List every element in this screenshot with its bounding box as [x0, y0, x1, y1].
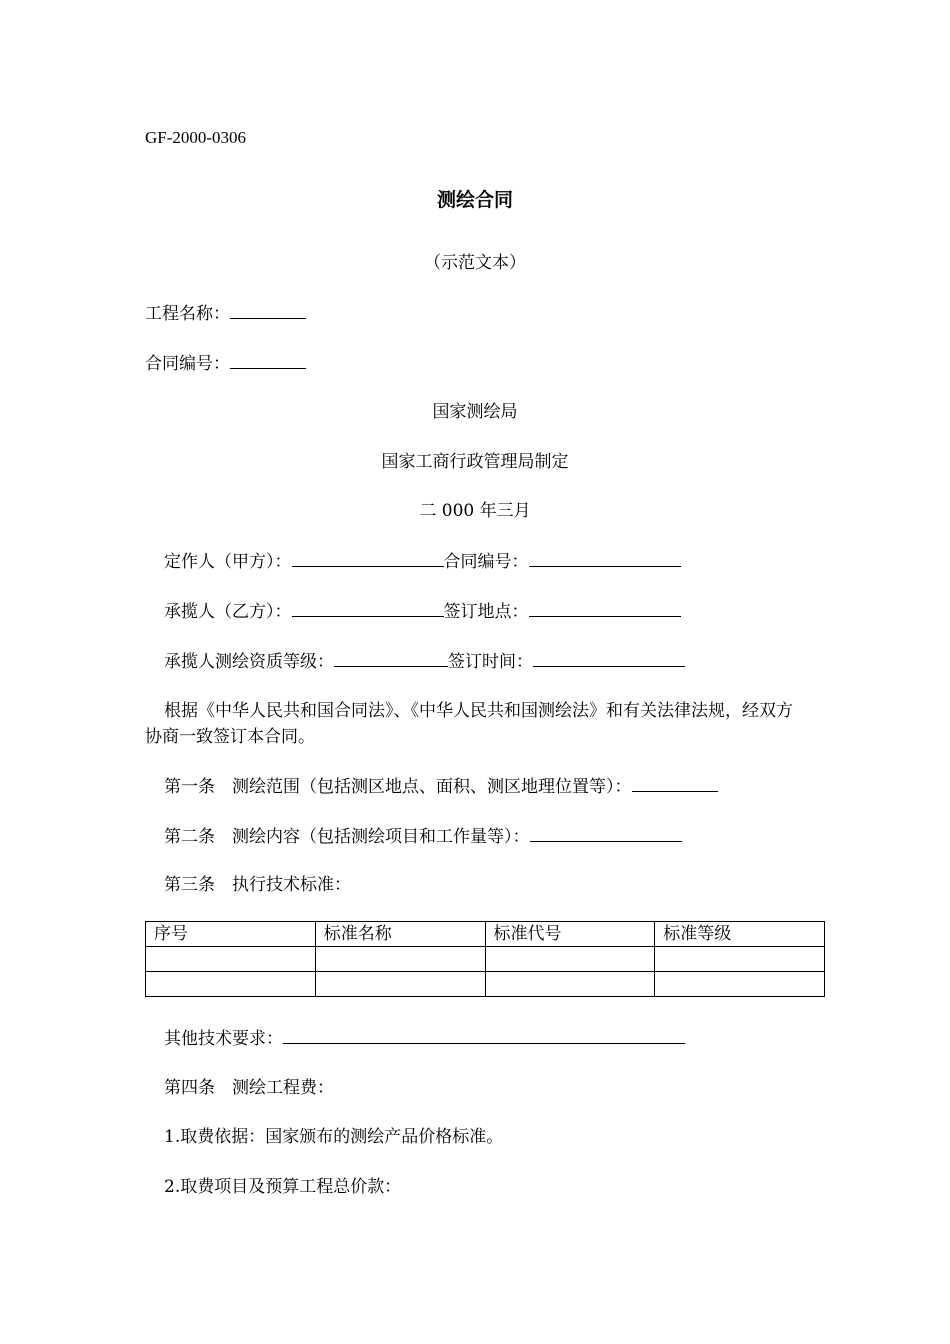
article-2-text: 第二条 测绘内容（包括测绘项目和工作量等）： — [164, 827, 530, 847]
fee-item-2: 2.取费项目及预算工程总价款： — [164, 1177, 402, 1197]
article-3-text: 第三条 执行技术标准： — [164, 875, 351, 895]
table-cell[interactable] — [655, 947, 825, 972]
document-title: 测绘合同 — [436, 189, 513, 211]
standards-table — [145, 921, 825, 997]
table-header-cell: 标准名称 — [315, 922, 485, 947]
party-b-blank[interactable] — [292, 600, 444, 617]
article-1-row — [164, 775, 718, 798]
sign-place-label: 签订地点： — [443, 602, 529, 622]
other-requirements-label: 其他技术要求： — [164, 1029, 283, 1049]
article-2-blank[interactable] — [530, 825, 682, 842]
other-requirements-blank[interactable] — [283, 1027, 685, 1044]
sign-time-blank[interactable] — [533, 650, 685, 667]
contract-no-blank-2[interactable] — [529, 550, 681, 567]
issue-date: 二 000 年三月 — [419, 501, 531, 521]
project-name-blank[interactable] — [230, 302, 306, 319]
table-header-row — [146, 922, 825, 947]
table-header-cell: 序号 — [146, 922, 316, 947]
table-row — [146, 947, 825, 972]
table-cell[interactable] — [146, 947, 316, 972]
contract-no-label-2: 合同编号： — [443, 552, 529, 572]
table-header-cell: 标准代号 — [485, 922, 655, 947]
project-name-row — [145, 302, 306, 325]
qualification-label: 承揽人测绘资质等级： — [164, 652, 334, 672]
contract-no-label: 合同编号： — [145, 354, 230, 374]
project-name-label: 工程名称： — [145, 304, 230, 324]
contract-no-blank[interactable] — [230, 352, 306, 369]
party-a-label: 定作人（甲方）： — [164, 552, 292, 572]
table-cell[interactable] — [146, 972, 316, 997]
table-cell[interactable] — [485, 972, 655, 997]
article-4-text: 第四条 测绘工程费： — [164, 1078, 334, 1098]
sign-place-blank[interactable] — [529, 600, 681, 617]
party-a-blank[interactable] — [292, 550, 444, 567]
article-2-row — [164, 825, 682, 848]
other-requirements-row — [164, 1027, 685, 1050]
table-cell[interactable] — [315, 972, 485, 997]
issuer-2: 国家工商行政管理局制定 — [381, 452, 569, 472]
table-header-cell: 标准等级 — [655, 922, 825, 947]
party-b-row — [164, 600, 681, 623]
fee-item-1: 1.取费依据：国家颁布的测绘产品价格标准。 — [164, 1127, 504, 1147]
table-cell[interactable] — [315, 947, 485, 972]
article-1-text: 第一条 测绘范围（包括测区地点、面积、测区地理位置等）： — [164, 777, 632, 797]
qualification-blank[interactable] — [334, 650, 448, 667]
contract-no-row — [145, 352, 306, 375]
article-1-blank[interactable] — [632, 775, 718, 792]
table-cell[interactable] — [485, 947, 655, 972]
table-row — [146, 972, 825, 997]
document-subtitle: （示范文本） — [424, 253, 526, 273]
party-b-label: 承揽人（乙方）： — [164, 602, 292, 622]
party-a-row — [164, 550, 681, 573]
issuer-1: 国家测绘局 — [432, 402, 518, 422]
qualification-row — [164, 650, 685, 673]
sign-time-label: 签订时间： — [448, 652, 533, 672]
table-cell[interactable] — [655, 972, 825, 997]
preamble-paragraph: 根据《中华人民共和国合同法》、《中华人民共和国测绘法》和有关法律法规，经双方协商一致签订本合同。 — [145, 701, 793, 747]
document-code: GF-2000-0306 — [145, 128, 247, 147]
